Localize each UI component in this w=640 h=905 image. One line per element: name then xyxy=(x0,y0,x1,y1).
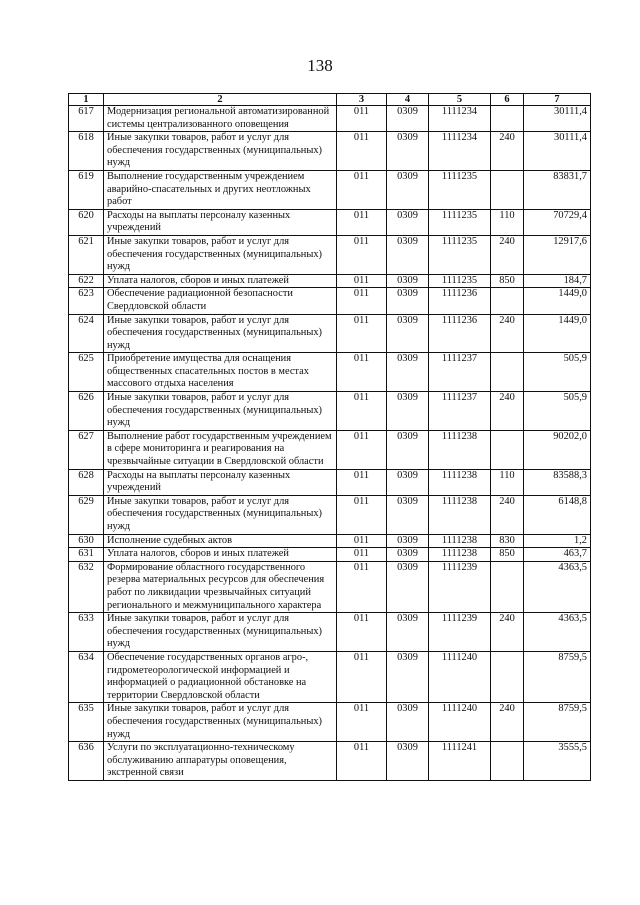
row-expense-type xyxy=(491,288,524,314)
row-expense-type: 240 xyxy=(491,392,524,431)
budget-table xyxy=(68,93,591,781)
row-number: 629 xyxy=(69,495,104,534)
row-amount: 4363,5 xyxy=(524,613,591,652)
row-number: 624 xyxy=(69,314,104,353)
row-target-code: 1111236 xyxy=(429,314,491,353)
row-section-code: 0309 xyxy=(387,170,429,209)
row-expense-type xyxy=(491,561,524,612)
row-number: 618 xyxy=(69,132,104,171)
table-row xyxy=(69,651,591,702)
row-admin-code: 011 xyxy=(337,548,387,562)
row-target-code: 1111241 xyxy=(429,742,491,781)
row-target-code: 1111234 xyxy=(429,106,491,132)
row-expense-type xyxy=(491,106,524,132)
row-expense-type xyxy=(491,742,524,781)
row-amount: 3555,5 xyxy=(524,742,591,781)
row-target-code: 1111235 xyxy=(429,235,491,274)
table-row xyxy=(69,613,591,652)
row-section-code: 0309 xyxy=(387,274,429,288)
row-name: Приобретение имущества для оснащения общественных спасательных постов в местах массового отдыха населения xyxy=(104,353,337,392)
row-section-code: 0309 xyxy=(387,548,429,562)
row-target-code: 1111239 xyxy=(429,613,491,652)
row-target-code: 1111238 xyxy=(429,430,491,469)
row-admin-code: 011 xyxy=(337,274,387,288)
row-number: 626 xyxy=(69,392,104,431)
row-target-code: 1111238 xyxy=(429,548,491,562)
table-row xyxy=(69,495,591,534)
row-admin-code: 011 xyxy=(337,430,387,469)
table-row xyxy=(69,288,591,314)
row-section-code: 0309 xyxy=(387,613,429,652)
row-expense-type xyxy=(491,651,524,702)
column-header-7: 7 xyxy=(524,94,591,106)
row-name: Иные закупки товаров, работ и услуг для обеспечения государственных (муниципальных) нужд xyxy=(104,235,337,274)
row-section-code: 0309 xyxy=(387,314,429,353)
row-admin-code: 011 xyxy=(337,353,387,392)
row-number: 628 xyxy=(69,469,104,495)
row-amount: 1449,0 xyxy=(524,314,591,353)
row-expense-type: 240 xyxy=(491,314,524,353)
table-row xyxy=(69,209,591,235)
row-target-code: 1111234 xyxy=(429,132,491,171)
row-amount: 90202,0 xyxy=(524,430,591,469)
row-target-code: 1111236 xyxy=(429,288,491,314)
row-admin-code: 011 xyxy=(337,132,387,171)
row-section-code: 0309 xyxy=(387,561,429,612)
row-section-code: 0309 xyxy=(387,651,429,702)
row-admin-code: 011 xyxy=(337,392,387,431)
row-section-code: 0309 xyxy=(387,469,429,495)
column-header-4: 4 xyxy=(387,94,429,106)
row-name: Обеспечение государственных органов агро-, гидрометеорологической информацией и информацией о радиационной обстановке на территории Свердловской области xyxy=(104,651,337,702)
row-admin-code: 011 xyxy=(337,703,387,742)
row-expense-type xyxy=(491,430,524,469)
row-admin-code: 011 xyxy=(337,561,387,612)
table-row xyxy=(69,534,591,548)
row-expense-type: 110 xyxy=(491,469,524,495)
row-target-code: 1111237 xyxy=(429,392,491,431)
column-header-5: 5 xyxy=(429,94,491,106)
row-expense-type: 850 xyxy=(491,274,524,288)
table-row xyxy=(69,430,591,469)
column-header-3: 3 xyxy=(337,94,387,106)
row-name: Модернизация региональной автоматизированной системы централизованного оповещения xyxy=(104,106,337,132)
row-amount: 6148,8 xyxy=(524,495,591,534)
row-target-code: 1111238 xyxy=(429,534,491,548)
table-row xyxy=(69,703,591,742)
row-amount: 463,7 xyxy=(524,548,591,562)
row-target-code: 1111235 xyxy=(429,170,491,209)
row-number: 622 xyxy=(69,274,104,288)
row-name: Расходы на выплаты персоналу казенных учреждений xyxy=(104,209,337,235)
row-number: 623 xyxy=(69,288,104,314)
row-target-code: 1111238 xyxy=(429,469,491,495)
row-number: 636 xyxy=(69,742,104,781)
row-section-code: 0309 xyxy=(387,430,429,469)
row-target-code: 1111240 xyxy=(429,651,491,702)
row-section-code: 0309 xyxy=(387,742,429,781)
row-amount: 83831,7 xyxy=(524,170,591,209)
row-section-code: 0309 xyxy=(387,288,429,314)
table-row xyxy=(69,274,591,288)
table-row xyxy=(69,235,591,274)
column-header-1: 1 xyxy=(69,94,104,106)
row-number: 634 xyxy=(69,651,104,702)
row-expense-type xyxy=(491,170,524,209)
row-name: Иные закупки товаров, работ и услуг для обеспечения государственных (муниципальных) нужд xyxy=(104,132,337,171)
row-amount: 8759,5 xyxy=(524,703,591,742)
row-amount: 70729,4 xyxy=(524,209,591,235)
row-section-code: 0309 xyxy=(387,132,429,171)
row-expense-type: 110 xyxy=(491,209,524,235)
row-section-code: 0309 xyxy=(387,353,429,392)
table-row xyxy=(69,392,591,431)
row-section-code: 0309 xyxy=(387,534,429,548)
row-target-code: 1111237 xyxy=(429,353,491,392)
table-row xyxy=(69,469,591,495)
table-row xyxy=(69,561,591,612)
row-target-code: 1111238 xyxy=(429,495,491,534)
row-number: 633 xyxy=(69,613,104,652)
row-admin-code: 011 xyxy=(337,495,387,534)
row-section-code: 0309 xyxy=(387,495,429,534)
row-name: Уплата налогов, сборов и иных платежей xyxy=(104,548,337,562)
row-admin-code: 011 xyxy=(337,106,387,132)
row-name: Обеспечение радиационной безопасности Свердловской области xyxy=(104,288,337,314)
row-section-code: 0309 xyxy=(387,106,429,132)
row-amount: 8759,5 xyxy=(524,651,591,702)
row-expense-type: 830 xyxy=(491,534,524,548)
row-expense-type xyxy=(491,353,524,392)
row-target-code: 1111235 xyxy=(429,209,491,235)
table-row xyxy=(69,106,591,132)
row-target-code: 1111240 xyxy=(429,703,491,742)
row-admin-code: 011 xyxy=(337,170,387,209)
column-header-2: 2 xyxy=(104,94,337,106)
row-amount: 30111,4 xyxy=(524,106,591,132)
row-number: 630 xyxy=(69,534,104,548)
row-number: 620 xyxy=(69,209,104,235)
row-number: 631 xyxy=(69,548,104,562)
row-section-code: 0309 xyxy=(387,392,429,431)
row-expense-type: 240 xyxy=(491,235,524,274)
table-row xyxy=(69,353,591,392)
row-amount: 184,7 xyxy=(524,274,591,288)
column-header-6: 6 xyxy=(491,94,524,106)
row-admin-code: 011 xyxy=(337,613,387,652)
row-name: Иные закупки товаров, работ и услуг для обеспечения государственных (муниципальных) нужд xyxy=(104,703,337,742)
row-amount: 1,2 xyxy=(524,534,591,548)
row-admin-code: 011 xyxy=(337,235,387,274)
row-amount: 505,9 xyxy=(524,353,591,392)
row-admin-code: 011 xyxy=(337,534,387,548)
row-name: Расходы на выплаты персоналу казенных учреждений xyxy=(104,469,337,495)
row-expense-type: 850 xyxy=(491,548,524,562)
table-header-row xyxy=(69,94,591,106)
row-expense-type: 240 xyxy=(491,495,524,534)
page-number: 138 xyxy=(307,56,333,75)
table-row xyxy=(69,742,591,781)
row-target-code: 1111239 xyxy=(429,561,491,612)
row-amount: 30111,4 xyxy=(524,132,591,171)
row-admin-code: 011 xyxy=(337,651,387,702)
row-name: Иные закупки товаров, работ и услуг для обеспечения государственных (муниципальных) нужд xyxy=(104,314,337,353)
row-number: 632 xyxy=(69,561,104,612)
row-admin-code: 011 xyxy=(337,314,387,353)
table-row xyxy=(69,314,591,353)
row-number: 627 xyxy=(69,430,104,469)
row-number: 619 xyxy=(69,170,104,209)
row-amount: 505,9 xyxy=(524,392,591,431)
table-row xyxy=(69,170,591,209)
row-amount: 4363,5 xyxy=(524,561,591,612)
row-number: 625 xyxy=(69,353,104,392)
row-name: Иные закупки товаров, работ и услуг для обеспечения государственных (муниципальных) нужд xyxy=(104,392,337,431)
row-target-code: 1111235 xyxy=(429,274,491,288)
row-section-code: 0309 xyxy=(387,235,429,274)
row-name: Исполнение судебных актов xyxy=(104,534,337,548)
row-amount: 12917,6 xyxy=(524,235,591,274)
row-admin-code: 011 xyxy=(337,469,387,495)
row-name: Иные закупки товаров, работ и услуг для обеспечения государственных (муниципальных) нужд xyxy=(104,613,337,652)
row-number: 617 xyxy=(69,106,104,132)
row-expense-type: 240 xyxy=(491,703,524,742)
row-expense-type: 240 xyxy=(491,613,524,652)
row-admin-code: 011 xyxy=(337,288,387,314)
table-row xyxy=(69,548,591,562)
row-name: Формирование областного государственного резерва материальных ресурсов для обеспечения работ по ликвидации чрезвычайных ситуаций регионального и межмуниципального характера xyxy=(104,561,337,612)
row-admin-code: 011 xyxy=(337,209,387,235)
row-name: Выполнение работ государственным учреждением в сфере мониторинга и реагирования на чрезвычайные ситуации в Свердловской области xyxy=(104,430,337,469)
row-number: 621 xyxy=(69,235,104,274)
row-admin-code: 011 xyxy=(337,742,387,781)
row-section-code: 0309 xyxy=(387,703,429,742)
row-amount: 1449,0 xyxy=(524,288,591,314)
row-name: Услуги по эксплуатационно-техническому обслуживанию аппаратуры оповещения, экстренной связи xyxy=(104,742,337,781)
row-name: Уплата налогов, сборов и иных платежей xyxy=(104,274,337,288)
row-name: Иные закупки товаров, работ и услуг для обеспечения государственных (муниципальных) нужд xyxy=(104,495,337,534)
row-name: Выполнение государственным учреждением аварийно-спасательных и других неотложных работ xyxy=(104,170,337,209)
row-expense-type: 240 xyxy=(491,132,524,171)
row-section-code: 0309 xyxy=(387,209,429,235)
table-row xyxy=(69,132,591,171)
row-amount: 83588,3 xyxy=(524,469,591,495)
row-number: 635 xyxy=(69,703,104,742)
